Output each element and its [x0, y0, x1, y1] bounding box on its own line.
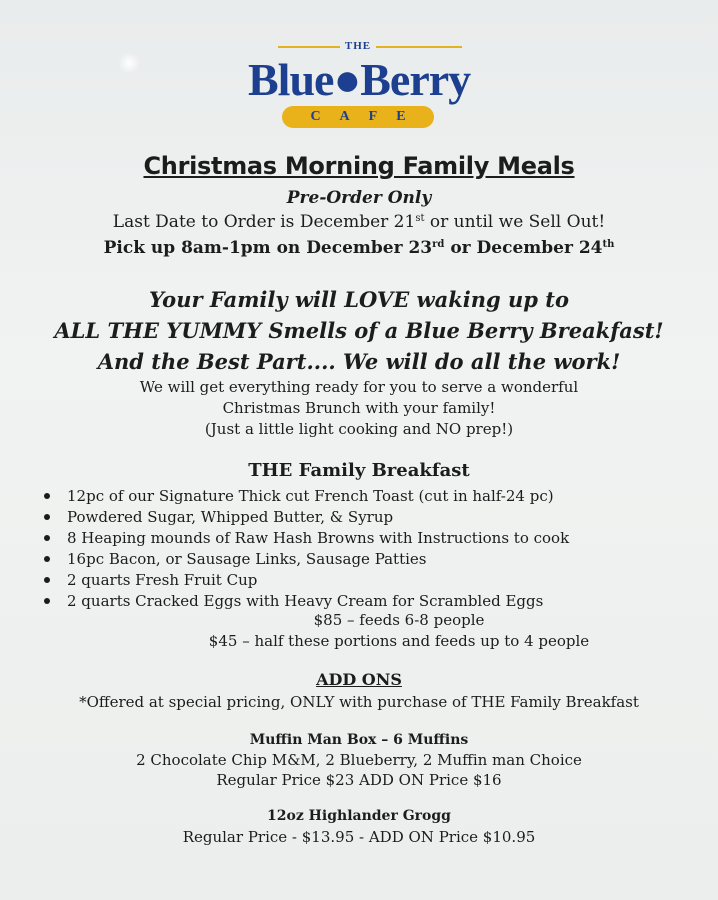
addons-title: ADD ONS: [316, 670, 402, 689]
list-item: [44, 570, 569, 591]
pre-order-note: Pre-Order Only: [286, 188, 432, 208]
logo-the: THE: [344, 40, 372, 52]
pickup-info: [0, 238, 718, 258]
grogg-title: 12oz Highlander Grogg: [267, 808, 451, 824]
camera-glare: [118, 52, 140, 74]
list-item: [44, 486, 569, 507]
item-text: 8 Heaping mounds of Raw Hash Browns with Instructions to cook: [67, 529, 570, 547]
logo-cafe-badge: CAFE: [282, 106, 434, 128]
pickup-suffix-1: rd: [432, 239, 445, 250]
pickup-text: Pick up 8am-1pm on December 23: [103, 238, 433, 258]
addons-note: *Offered at special pricing, ONLY with purchase of THE Family Breakfast: [79, 693, 639, 711]
last-date-tail: or until we Sell Out!: [424, 212, 606, 232]
pitch-line-3: And the Best Part.... We will do all the work!: [97, 349, 621, 374]
family-breakfast-list: [44, 486, 569, 612]
blueberry-cafe-logo: [248, 36, 471, 128]
muffin-box-title: Muffin Man Box – 6 Muffins: [249, 732, 469, 748]
bullet-icon: [44, 598, 50, 604]
page-title: Christmas Morning Family Meals: [143, 152, 575, 180]
item-text: Powdered Sugar, Whipped Butter, & Syrup: [67, 508, 394, 526]
price-full: $85 – feeds 6-8 people: [313, 611, 485, 629]
item-text: 2 quarts Cracked Eggs with Heavy Cream for Scrambled Eggs: [67, 592, 544, 610]
item-text: 16pc Bacon, or Sausage Links, Sausage Patties: [67, 550, 427, 568]
item-text: 2 quarts Fresh Fruit Cup: [67, 571, 258, 589]
pitch-sub-1: We will get everything ready for you to serve a wonderful: [139, 378, 579, 396]
pickup-tail: or December 24: [444, 238, 603, 258]
pitch-line-2: ALL THE YUMMY Smells of a Blue Berry Breakfast!: [54, 318, 664, 343]
logo-wordmark: Blue●Berry: [248, 54, 471, 105]
pitch-sub-2: Christmas Brunch with your family!: [222, 399, 496, 417]
bullet-icon: [44, 535, 50, 541]
grogg-price: Regular Price - $13.95 - ADD ON Price $10.95: [182, 828, 536, 846]
pickup-suffix-2: th: [602, 239, 615, 250]
muffin-box-desc: 2 Chocolate Chip M&M, 2 Blueberry, 2 Muffin man Choice: [136, 751, 582, 769]
list-item: [44, 528, 569, 549]
item-text: 12pc of our Signature Thick cut French Toast (cut in half-24 pc): [67, 487, 554, 505]
family-breakfast-title: THE Family Breakfast: [248, 460, 470, 481]
bullet-icon: [44, 514, 50, 520]
pitch-sub-3: (Just a little light cooking and NO prep!): [204, 420, 514, 438]
bullet-icon: [44, 577, 50, 583]
bullet-icon: [44, 556, 50, 562]
pitch-line-1: Your Family will LOVE waking up to: [149, 287, 569, 312]
price-half: $45 – half these portions and feeds up to 4 people: [208, 632, 590, 650]
list-item: [44, 507, 569, 528]
list-item: [44, 549, 569, 570]
muffin-box-price: Regular Price $23 ADD ON Price $16: [216, 771, 502, 789]
list-item: [44, 591, 569, 612]
last-date-text: Last Date to Order is December 21: [112, 212, 416, 232]
bullet-icon: [44, 493, 50, 499]
last-order-date: [0, 212, 718, 232]
last-date-suffix: st: [415, 213, 425, 224]
